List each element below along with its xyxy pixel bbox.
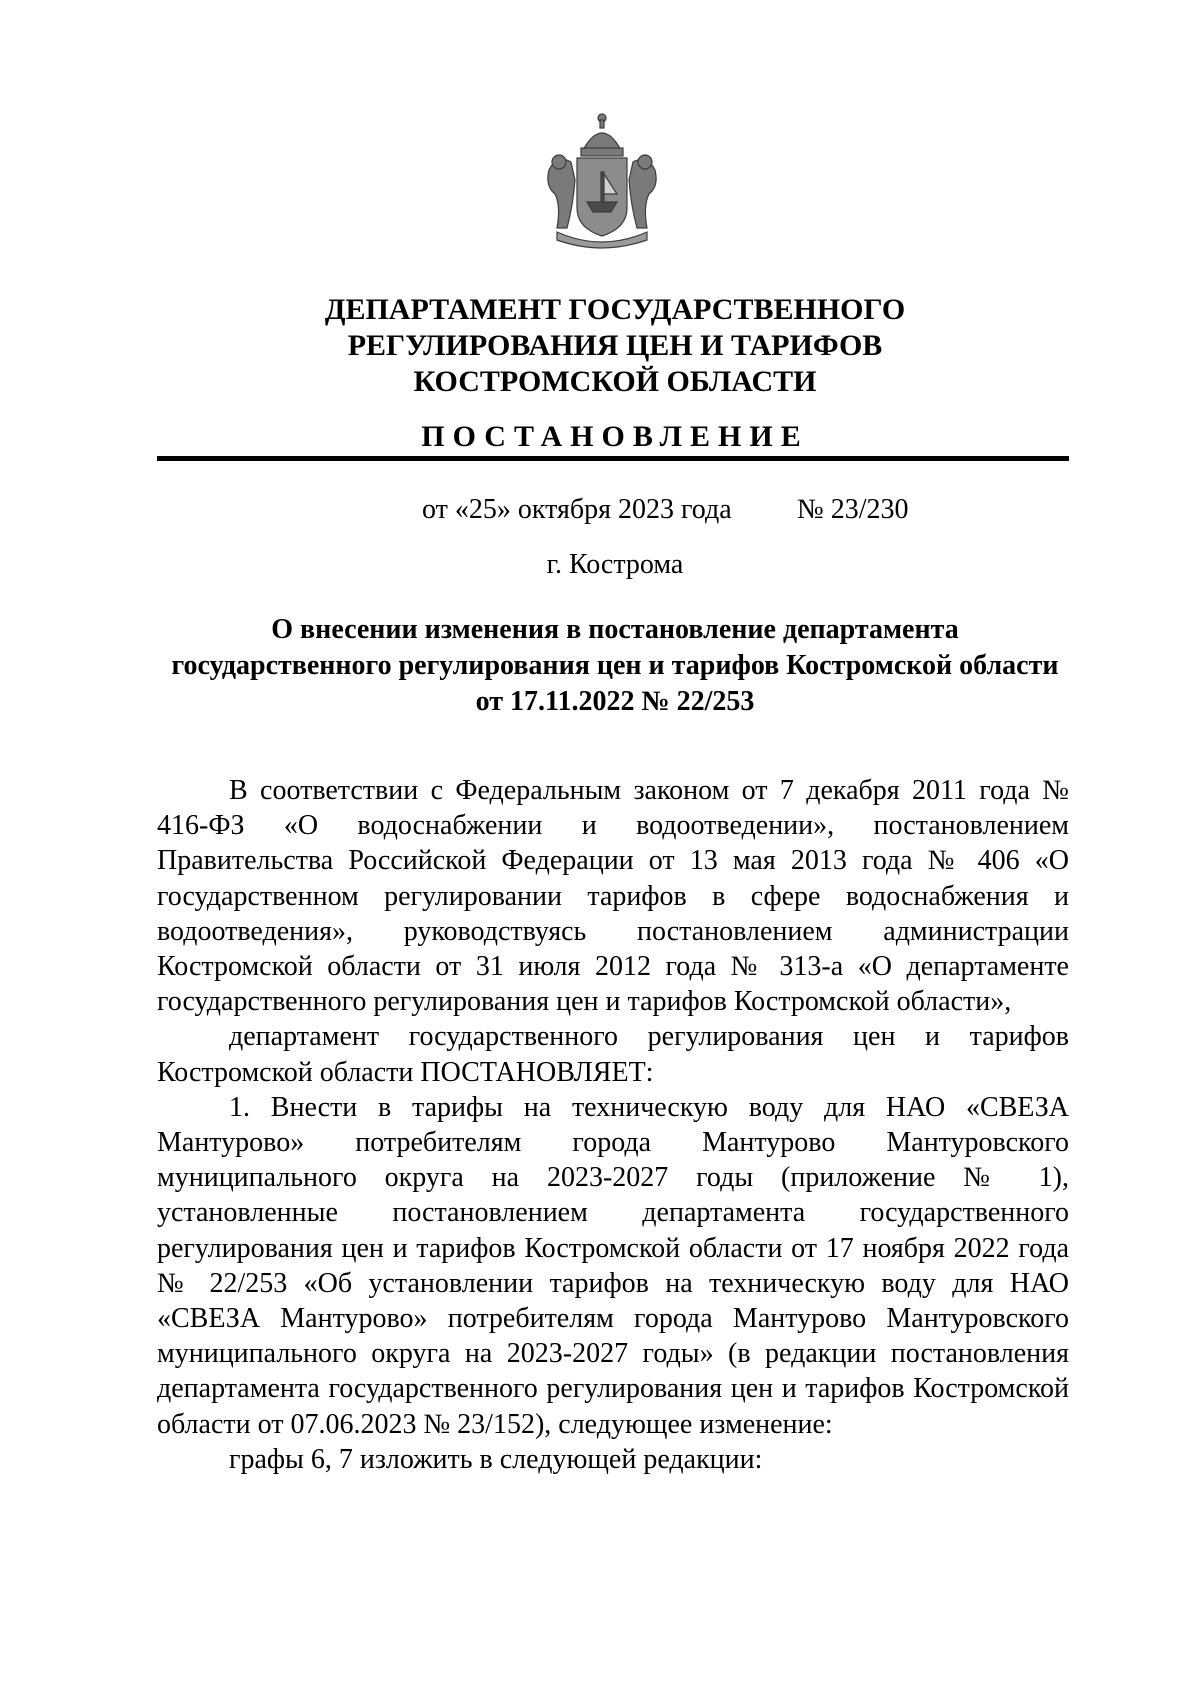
document-body: [157, 773, 1069, 1477]
department-name-line: КОСТРОМСКОЙ ОБЛАСТИ: [413, 365, 817, 398]
coat-of-arms-icon: [543, 110, 661, 250]
document-number: № 23/230: [797, 494, 909, 525]
document-subject: [150, 612, 1080, 720]
subject-line: государственного регулирования цен и тарифов Костромской области: [171, 650, 1059, 681]
document-city: г. Кострома: [546, 549, 684, 580]
department-name-line: ДЕПАРТАМЕНТ ГОСУДАРСТВЕННОГО: [324, 293, 906, 326]
body-paragraph: 1. Внести в тарифы на техническую воду для НАО «СВЕЗА Мантурово» потребителям города Мантурово Мантуровского муниципального округа на 2023-2027 годы (приложение № 1), установленные постановлением департамента государственного регулирования цен и тарифов Костромской области от 17 ноября 2022 года № 22/253 «Об установлении тарифов на техническую воду для НАО «СВЕЗА Мантурово» потребителям города Мантурово Мантуровского муниципального округа на 2023-2027 годы» (в редакции постановления департамента государственного регулирования цен и тарифов Костромской области от 07.06.2023 № 23/152), следующее изменение:: [157, 1091, 1069, 1440]
body-paragraph: графы 6, 7 изложить в следующей редакции:: [229, 1443, 763, 1475]
header-divider: [157, 456, 1069, 461]
subject-line: от 17.11.2022 № 22/253: [475, 686, 755, 717]
document-date: от «25» октября 2023 года: [422, 494, 732, 525]
department-name: [150, 292, 1080, 400]
subject-line: О внесении изменения в постановление департамента: [271, 614, 959, 645]
document-type-heading: ПОСТАНОВЛЕНИЕ: [421, 420, 809, 453]
body-paragraph: департамент государственного регулирования цен и тарифов Костромской области ПОСТАНОВЛЯЕТ:: [157, 1021, 1069, 1088]
body-paragraph: В соответствии с Федеральным законом от 7 декабря 2011 года № 416-ФЗ «О водоснабжении и водоотведении», постановлением Правительства Российской Федерации от 13 мая 2013 года № 406 «О государственном регулировании тарифов в сфере водоснабжения и водоотведения», руководствуясь постановлением администрации Костромской области от 31 июля 2012 года № 313-а «О департаменте государственного регулирования цен и тарифов Костромской области»,: [157, 775, 1069, 1018]
department-name-line: РЕГУЛИРОВАНИЯ ЦЕН И ТАРИФОВ: [347, 329, 883, 362]
